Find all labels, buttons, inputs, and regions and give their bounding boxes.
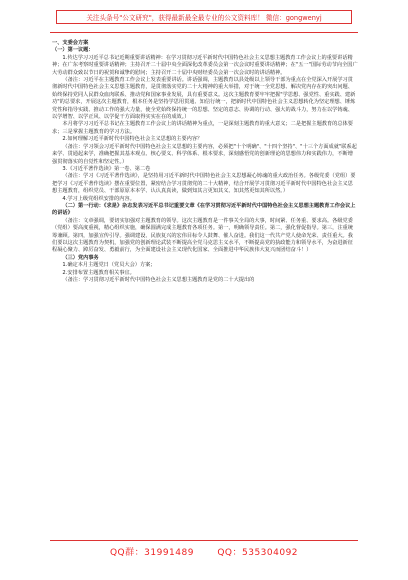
- paragraph: （三）党内事务: [62, 254, 99, 261]
- paragraph: （备注：习近平在主题教育工作会议上发表重要讲话。讲话强调，主题教育以县处级以上领导干部为重点在全党深入开展学习贯彻新时代中国特色社会主义思想主题教育，是贯彻落实党的二十大精神的重大举措，对于统一全党思想、解决党内存在的突出问题、始终保持党同人民群众血肉联系、推动党和国家事业发展，具有重要意义。这次主题教育要牢牢把握"学思想、强党性、重实践、建新功"的总要求，开展这次主题教育，根本任务是坚持学思用贯通、知信行统一，把新时代中国特色社会主义思想转化为坚定理想、锤炼党性和指导实践、推动工作的强大力量，使全党始终保持统一的思想、坚定的意志、协调的行动、强大的战斗力，努力在以学铸魂、以学增智、以学正风、以学促干方面取得实实在在的成效。）: [52, 77, 356, 121]
- paragraph: 本月将学习习近平总书记在主题教育工作会议上的讲话精神为重点，一是深刻主题教育的重大意义；二是把握主题教育的总体要求；三是掌握主题教育的学习方法。: [52, 121, 353, 135]
- paragraph: （二）第一行动：《求是》杂志发表习近平总书记重要文章《在学习贯彻习近平新时代中国特色社会主义思想主题教育工作会议上的讲话》: [52, 202, 356, 217]
- paragraph: （备注：学习贯彻习近平新时代中国特色社会主义思想主题教育是党的二十大提出的: [62, 277, 255, 283]
- paragraph: 3.《习近平著作选读》第一卷、第二卷: [62, 165, 151, 172]
- top-banner: 关注头条号"公文研究"，获得最新最全最专业的公文资料库！ 微信：gongwenyj: [56, 10, 352, 24]
- subsection-heading: （一）第一议题：: [52, 47, 94, 54]
- top-divider: [50, 32, 358, 33]
- section-heading: 一、支委会方案: [52, 40, 89, 46]
- paragraph: 4.学习上级党组织安排的内容。: [62, 195, 135, 202]
- footer-qq: QQ：535304092: [217, 548, 299, 558]
- paragraph: （备注：学习领会习近平新时代中国特色社会主义思想的主要内容，必须把"十个明确"、"十四个坚持"、"十三个方面成就"联系起来学、贯通起来学，准确把握其基本观点、核心要义、科学体系、根本要求，深刻感悟党的创新理论的思想伟力和实践伟力，不断增强贯彻落实的自觉性和坚定性。）: [52, 143, 357, 165]
- document-body: [52, 40, 358, 284]
- paragraph: （备注：学习《习近平著作选读》，是坚持用习近平新时代中国特色社会主义思想凝心铸魂的重大政治任务。各级党委（党组）要把学习《习近平著作选读》摆在重要位置，紧密结合学习贯彻党的二十大精神，结合开展学习贯彻习近平新时代中国特色社会主义思想主题教育，组织党员、干部原原本本学、认认真真读，做到知其言更知其义、知其然更知其所以然。）: [52, 173, 356, 195]
- paragraph: 1.确定本月主题党日（党员大会）方案；: [62, 262, 156, 269]
- footer: [0, 546, 408, 560]
- paragraph: （备注：文章强调，要切实加强对主题教育的领导。这次主题教育是一件事关全局的大事，时间紧、任务重、要求高。各级党委（党组）要高度重视，精心组织实施，确保圆满完成主题教育各项任务。第一，明确领导责任。第二，强化督促指导。第三，注重统筹兼顾。第四，加强宣传引导。强调建设、民族复兴的宏伟目标令人鼓舞、催人奋进。我们这一代共产党人使命光荣、责任重大。我们要以这次主题教育为契机，加强党的创新理论武装不断提高全党马克思主义水平，不断提高党的执政能力和领导水平，为奋进新征程凝心聚力、踔厉奋发、勇毅前行，为全面建设社会主义现代化国家、全面推进中华民族伟大复兴而团结奋斗！）: [52, 217, 353, 254]
- bottom-divider: [50, 540, 358, 541]
- paragraph: 2.如何理解习近平新时代中国特色社会主义思想的主要内容？: [62, 136, 203, 143]
- paragraph: 2.安排布置主题教育相关事宜。: [62, 269, 135, 276]
- footer-qq-group: QQ群：31991489: [109, 548, 194, 558]
- paragraph: 1.传达学习习近平总书记近期重要讲话精神：在学习贯彻习近平新时代中国特色社会主义思想主题教育工作会议上的重要讲话精神；在广东考察时重要讲话精神；主持召开二十届中央全面深化改革委员会第一次会议时重要讲话精神；在"五一"国际劳动节向全国广大劳动群众致以节日的祝贺和诚挚的慰问；主持召开二十届中央财经委员会第一次会议时的讲话精神。: [52, 54, 358, 76]
